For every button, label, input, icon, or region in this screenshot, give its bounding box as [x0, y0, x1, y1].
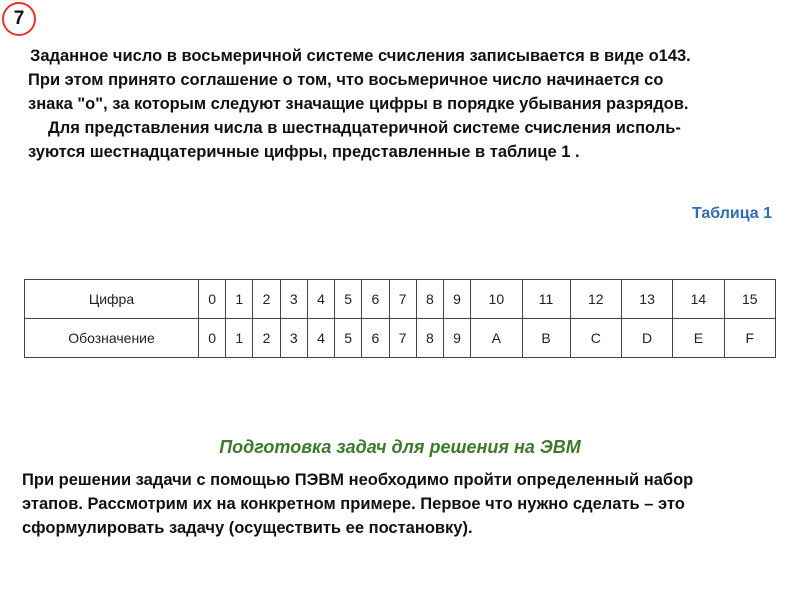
body-line: этапов. Рассмотрим их на конкретном примере. Первое что нужно сделать – это	[22, 495, 685, 513]
table-cell: 6	[362, 280, 389, 319]
table-cell: 9	[443, 319, 470, 358]
table-cell: 15	[724, 280, 775, 319]
body-line: При решении задачи с помощью ПЭВМ необходимо пройти определенный набор	[22, 471, 694, 489]
table-cell: 8	[416, 319, 443, 358]
table-cell: 0	[199, 280, 226, 319]
table-cell: 13	[621, 280, 672, 319]
intro-line: Заданное число в восьмеричной системе счисления записывается в виде о143.	[30, 47, 691, 65]
table-cell: 7	[389, 280, 416, 319]
table-cell: 5	[335, 280, 362, 319]
table-cell: 5	[335, 319, 362, 358]
body-paragraph	[22, 468, 782, 540]
table-cell: 1	[226, 280, 253, 319]
table-cell: 11	[522, 280, 570, 319]
table-cell: 3	[280, 280, 307, 319]
intro-line: знака "о", за которым следуют значащие цифры в порядке убывания разрядов.	[28, 95, 689, 113]
body-line: сформулировать задачу (осуществить ее постановку).	[22, 519, 473, 537]
row-header-digit: Цифра	[25, 280, 199, 319]
table-cell: 14	[673, 280, 724, 319]
table-cell: D	[621, 319, 672, 358]
intro-line: При этом принято соглашение о том, что восьмеричное число начинается со	[28, 71, 664, 89]
row-header-symbol: Обозначение	[25, 319, 199, 358]
table-cell: 10	[471, 280, 522, 319]
table-cell: 0	[199, 319, 226, 358]
table-cell: 3	[280, 319, 307, 358]
table-row-digit	[25, 280, 776, 319]
table-cell: A	[471, 319, 522, 358]
table-cell: 8	[416, 280, 443, 319]
intro-line: Для представления числа в шестнадцатеричной системе счисления исполь-	[48, 119, 681, 137]
table-cell: 2	[253, 319, 280, 358]
table-cell: 1	[226, 319, 253, 358]
section-title: Подготовка задач для решения на ЭВМ	[219, 437, 581, 457]
table-cell: 9	[443, 280, 470, 319]
intro-paragraph	[28, 44, 778, 164]
table-cell: F	[724, 319, 775, 358]
table-cell: B	[522, 319, 570, 358]
intro-line: зуются шестнадцатеричные цифры, представленные в таблице 1 .	[28, 143, 580, 161]
table-cell: 7	[389, 319, 416, 358]
table-row-symbol	[25, 319, 776, 358]
table-cell: 2	[253, 280, 280, 319]
table-cell: 6	[362, 319, 389, 358]
hex-digits-table	[24, 279, 776, 358]
table-cell: 4	[307, 280, 334, 319]
table-cell: E	[673, 319, 724, 358]
slide-number-badge: 7	[2, 2, 36, 36]
table-cell: 4	[307, 319, 334, 358]
table-cell: 12	[570, 280, 621, 319]
table-caption: Таблица 1	[691, 205, 772, 222]
table-cell: C	[570, 319, 621, 358]
